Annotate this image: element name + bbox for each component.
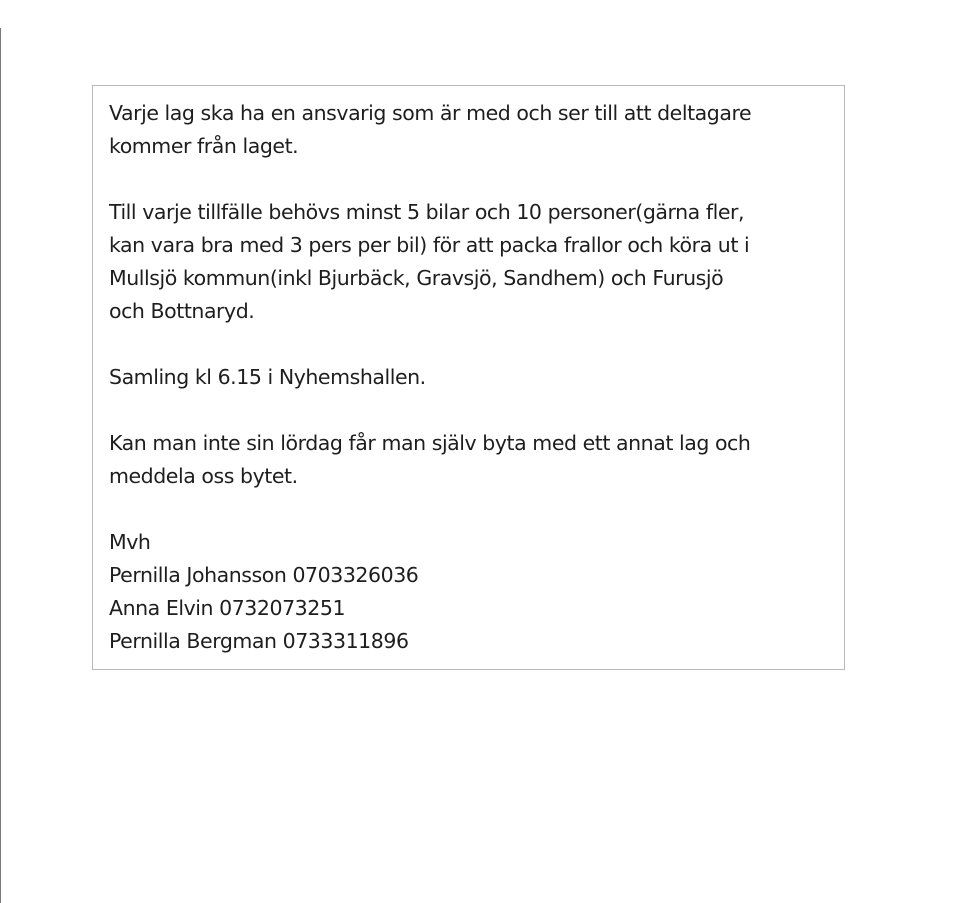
paragraph-responsible	[109, 97, 828, 163]
contact-line: Pernilla Johansson 0703326036	[109, 563, 419, 587]
text-line: Kan man inte sin lördag får man själv byta med ett annat lag och	[109, 431, 751, 455]
contact-line: Anna Elvin 0732073251	[109, 596, 346, 620]
text-line: Mullsjö kommun(inkl Bjurbäck, Gravsjö, Sandhem) och Furusjö	[109, 266, 724, 290]
paragraph-signature	[109, 526, 828, 658]
page-left-edge	[0, 28, 1, 903]
paragraph-requirements	[109, 196, 828, 328]
text-box[interactable]	[92, 85, 845, 670]
text-line: Till varje tillfälle behövs minst 5 bilar och 10 personer(gärna fler,	[109, 200, 745, 224]
signoff-text: Mvh	[109, 530, 151, 554]
text-line: och Bottnaryd.	[109, 299, 255, 323]
paragraph-swap-info	[109, 427, 828, 493]
text-line: kommer från laget.	[109, 134, 299, 158]
text-line: meddela oss bytet.	[109, 464, 298, 488]
text-line: Samling kl 6.15 i Nyhemshallen.	[109, 365, 426, 389]
paragraph-meeting-point	[109, 361, 828, 394]
contact-line: Pernilla Bergman 0733311896	[109, 629, 409, 653]
text-line: kan vara bra med 3 pers per bil) för att packa frallor och köra ut i	[109, 233, 750, 257]
text-line: Varje lag ska ha en ansvarig som är med och ser till att deltagare	[109, 101, 752, 125]
